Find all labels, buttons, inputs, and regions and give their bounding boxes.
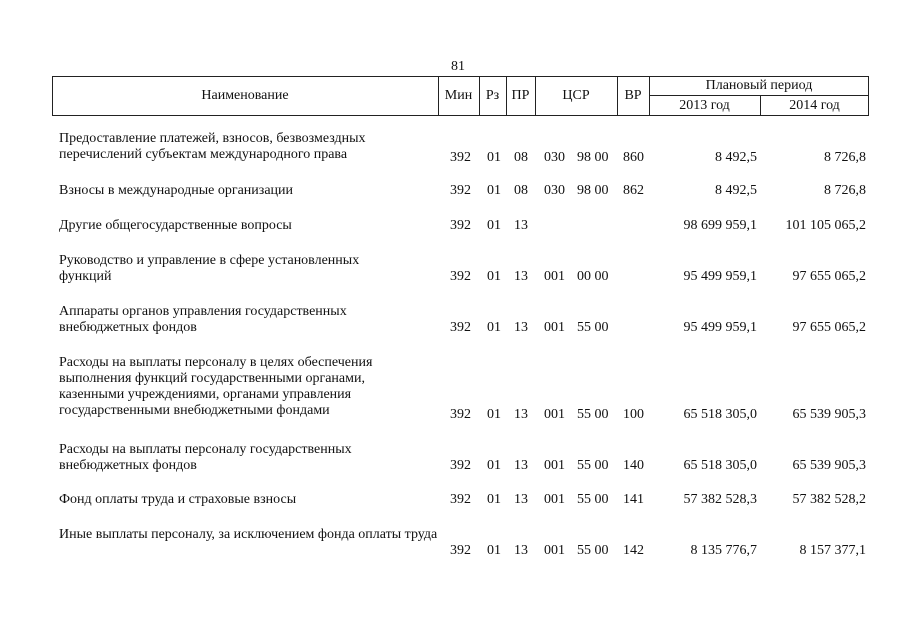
- row-csr1: 001: [544, 320, 565, 335]
- header-top-border: [52, 76, 869, 77]
- row-pr: 13: [514, 407, 528, 422]
- row-name: Аппараты органов управления государственных внебюджетных фондов: [59, 304, 347, 335]
- row-y2013: 8 135 776,7: [690, 543, 757, 558]
- row-y2013: 65 518 305,0: [683, 407, 757, 422]
- row-vr: 862: [623, 183, 644, 198]
- row-pr: 08: [514, 183, 528, 198]
- row-name: Руководство и управление в сфере установленных функций: [59, 253, 360, 284]
- row-y2013: 95 499 959,1: [683, 320, 757, 335]
- header-name: Наименование: [201, 88, 289, 103]
- row-y2013: 8 492,5: [715, 150, 757, 165]
- row-vr: 140: [623, 458, 644, 473]
- row-y2014: 101 105 065,2: [785, 218, 866, 233]
- row-name: Взносы в международные организации: [59, 183, 294, 198]
- row-vr: 860: [623, 150, 644, 165]
- row-name: Другие общегосударственные вопросы: [59, 218, 292, 233]
- row-pr: 13: [514, 218, 528, 233]
- row-name: Предоставление платежей, взносов, безвозмездных перечислений субъектам международного права: [59, 131, 366, 162]
- header-planned-period: Плановый период: [705, 78, 813, 93]
- row-rz: 01: [487, 492, 501, 507]
- header-year-2014: 2014 год: [789, 98, 840, 113]
- row-y2013: 57 382 528,3: [683, 492, 757, 507]
- row-y2014: 65 539 905,3: [792, 407, 866, 422]
- row-csr1: 001: [544, 458, 565, 473]
- row-csr1: 001: [544, 407, 565, 422]
- row-csr2: 55 00: [577, 320, 609, 335]
- header-bottom-border: [52, 115, 869, 116]
- header-vr: ВР: [624, 88, 642, 103]
- row-csr2: 55 00: [577, 458, 609, 473]
- row-y2013: 65 518 305,0: [683, 458, 757, 473]
- row-min: 392: [450, 150, 471, 165]
- row-csr1: 001: [544, 269, 565, 284]
- row-y2014: 97 655 065,2: [792, 269, 866, 284]
- row-min: 392: [450, 320, 471, 335]
- row-csr1: 001: [544, 492, 565, 507]
- row-rz: 01: [487, 320, 501, 335]
- row-rz: 01: [487, 458, 501, 473]
- row-vr: 142: [623, 543, 644, 558]
- row-y2014: 57 382 528,2: [792, 492, 866, 507]
- row-min: 392: [450, 269, 471, 284]
- row-csr1: 030: [544, 183, 565, 198]
- row-y2014: 8 726,8: [824, 150, 866, 165]
- row-vr: 100: [623, 407, 644, 422]
- row-pr: 13: [514, 269, 528, 284]
- row-pr: 13: [514, 543, 528, 558]
- header-year-2013: 2013 год: [679, 98, 730, 113]
- row-y2014: 8 157 377,1: [799, 543, 866, 558]
- row-pr: 13: [514, 492, 528, 507]
- table-header: [52, 76, 869, 116]
- page-number: 81: [451, 59, 465, 74]
- row-y2014: 8 726,8: [824, 183, 866, 198]
- row-name: Иные выплаты персоналу, за исключением фонда оплаты труда: [59, 527, 438, 542]
- row-rz: 01: [487, 543, 501, 558]
- row-csr2: 55 00: [577, 492, 609, 507]
- row-rz: 01: [487, 218, 501, 233]
- row-rz: 01: [487, 150, 501, 165]
- row-pr: 08: [514, 150, 528, 165]
- row-name: Расходы на выплаты персоналу государственных внебюджетных фондов: [59, 442, 352, 473]
- row-min: 392: [450, 543, 471, 558]
- row-min: 392: [450, 183, 471, 198]
- row-rz: 01: [487, 269, 501, 284]
- row-min: 392: [450, 492, 471, 507]
- row-pr: 13: [514, 458, 528, 473]
- row-y2014: 97 655 065,2: [792, 320, 866, 335]
- row-pr: 13: [514, 320, 528, 335]
- header-pr: ПР: [511, 88, 530, 103]
- row-csr1: 001: [544, 543, 565, 558]
- row-name: Расходы на выплаты персоналу в целях обеспечения выполнения функций государственными органами, казенными учреждениями, органами управления государственными внебюджетными фондами: [59, 355, 373, 418]
- header-mid-border: [649, 95, 869, 96]
- row-rz: 01: [487, 407, 501, 422]
- row-csr2: 98 00: [577, 150, 609, 165]
- row-rz: 01: [487, 183, 501, 198]
- header-csr: ЦСР: [562, 88, 590, 103]
- row-csr2: 00 00: [577, 269, 609, 284]
- row-vr: 141: [623, 492, 644, 507]
- row-y2014: 65 539 905,3: [792, 458, 866, 473]
- row-csr2: 55 00: [577, 407, 609, 422]
- row-y2013: 98 699 959,1: [683, 218, 757, 233]
- row-min: 392: [450, 407, 471, 422]
- row-csr2: 98 00: [577, 183, 609, 198]
- header-rz: Рз: [485, 88, 500, 103]
- row-y2013: 8 492,5: [715, 183, 757, 198]
- row-y2013: 95 499 959,1: [683, 269, 757, 284]
- row-name: Фонд оплаты труда и страховые взносы: [59, 492, 297, 507]
- row-csr2: 55 00: [577, 543, 609, 558]
- row-min: 392: [450, 218, 471, 233]
- row-csr1: 030: [544, 150, 565, 165]
- header-min: Мин: [444, 88, 473, 103]
- row-min: 392: [450, 458, 471, 473]
